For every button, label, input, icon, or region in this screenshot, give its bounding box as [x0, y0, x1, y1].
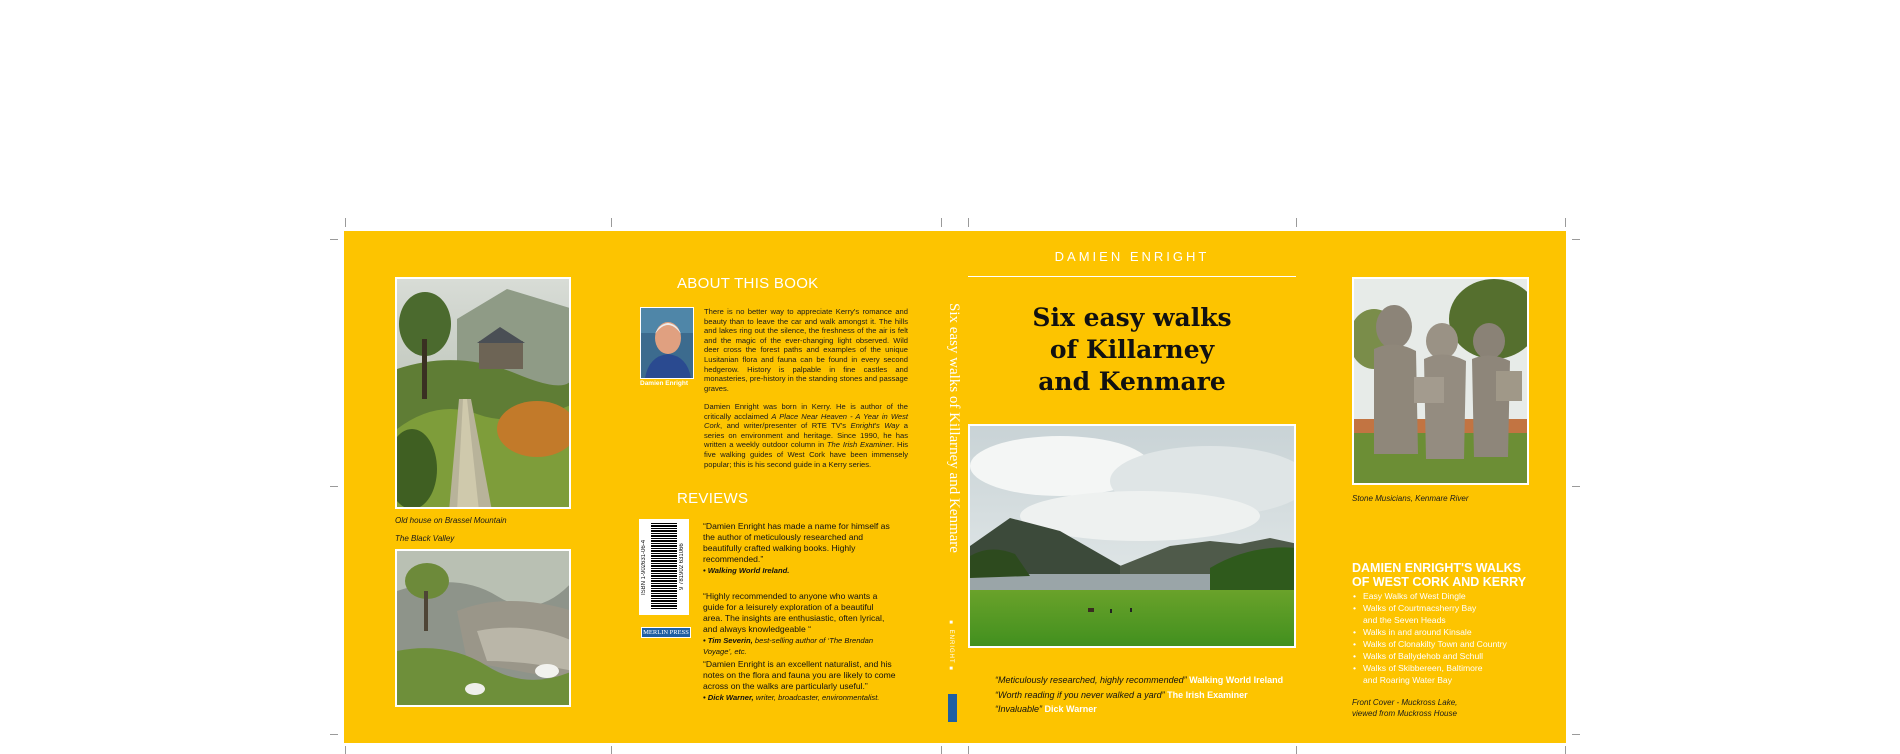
front-cover-caption — [1352, 697, 1457, 719]
review-source — [703, 635, 893, 657]
front-author: DAMIEN ENRIGHT — [1054, 249, 1210, 264]
about-p2-book1: A Place Near Heaven - A Year in West Cork — [704, 411, 908, 431]
list-item — [1353, 590, 1507, 602]
about-p2-paper: The Irish Examiner — [826, 440, 893, 450]
review-source — [703, 565, 893, 576]
spine-title: Six easy walks of Killarney and Kenmare — [946, 303, 962, 553]
review-source-note: best-selling author of ‘The Brendan Voyage’, etc. — [703, 636, 874, 656]
barcode — [651, 523, 677, 609]
front-quotes — [995, 673, 1295, 717]
walks-title — [1352, 561, 1526, 589]
crop-mark — [968, 218, 969, 227]
review-source-name: • Tim Severin, — [703, 636, 753, 645]
crop-mark — [330, 239, 338, 240]
crop-mark — [941, 218, 942, 227]
photo-muckross-lake — [968, 424, 1296, 648]
crop-mark — [345, 218, 346, 227]
isbn-text: ISBN 1-902631-06-4 — [641, 539, 647, 595]
front-quote-text: “Invaluable” — [995, 704, 1043, 714]
front-cover-caption-line1: Front Cover - Muckross Lake, — [1352, 698, 1458, 707]
walk-title: Walks of Courtmacsherry Bay — [1363, 603, 1477, 613]
front-quote-3 — [995, 702, 1295, 717]
walk-title: Walks in and around Kinsale — [1363, 627, 1472, 637]
front-quote-source: The Irish Examiner — [1167, 689, 1248, 700]
walks-title-line1: DAMIEN ENRIGHT'S WALKS — [1352, 561, 1521, 575]
review-source-note: writer, broadcaster, environmentalist. — [753, 693, 880, 702]
front-title-line3: and Kenmare — [1038, 367, 1226, 396]
list-item — [1353, 626, 1507, 638]
front-title-line1: Six easy walks — [1032, 303, 1232, 332]
front-quote-text: “Meticulously researched, highly recommended” — [995, 675, 1187, 685]
photo-old-house — [395, 277, 571, 509]
photo-stone-musicians — [1352, 277, 1529, 485]
crop-mark — [1565, 746, 1566, 754]
crop-mark — [1572, 734, 1580, 735]
crop-mark — [1296, 746, 1297, 754]
front-title — [968, 302, 1296, 398]
reviews-heading: REVIEWS — [677, 490, 749, 507]
crop-mark — [1565, 218, 1566, 227]
photo-black-valley — [395, 549, 571, 707]
about-p2-part2: , and writer/presenter of RTE TV's — [720, 421, 851, 431]
about-paragraph-2 — [704, 402, 908, 469]
walk-title: Walks of Skibbereen, Baltimore — [1363, 663, 1483, 673]
review-3 — [703, 659, 903, 703]
walks-title-line2: OF WEST CORK AND KERRY — [1352, 575, 1527, 589]
front-title-rule — [968, 276, 1296, 277]
front-quote-text: “Worth reading if you never walked a yard” — [995, 689, 1165, 700]
front-title-line2: of Killarney — [1049, 335, 1215, 364]
review-quote: “Damien Enright is an excellent naturalist, and his notes on the flora and fauna you are likely to come across on the walks are particularly useful.” — [703, 659, 896, 691]
list-item — [1353, 602, 1507, 626]
front-quote-1 — [995, 673, 1295, 688]
review-quote: “Highly recommended to anyone who wants a guide for a leisurely exploration of a beautiful area. The insights are enthusiastic, often lyrical, and always knowledgeable “ — [703, 591, 885, 634]
publisher-logo: MERLIN PRESS — [641, 627, 691, 638]
walk-title-cont: and the Seven Heads — [1363, 615, 1446, 625]
list-item — [1353, 638, 1507, 650]
crop-mark — [611, 218, 612, 227]
crop-mark — [968, 746, 969, 754]
author-photo — [640, 307, 694, 379]
barcode-digits: 9 781902 631066 — [679, 543, 685, 591]
list-item — [1353, 650, 1507, 662]
crop-mark — [345, 746, 346, 754]
photo-caption-stone-musicians: Stone Musicians, Kenmare River — [1352, 494, 1469, 503]
front-cover-caption-line2: viewed from Muckross House — [1352, 709, 1457, 718]
crop-mark — [941, 746, 942, 754]
about-p2-part1: Damien Enright was born in Kerry. He is author of the critically acclaimed — [704, 402, 908, 421]
list-item — [1353, 662, 1507, 686]
crop-mark — [330, 734, 338, 735]
front-quote-source: Walking World Ireland — [1189, 675, 1284, 685]
review-source — [703, 692, 903, 703]
review-source-name: • Dick Warner, — [703, 693, 754, 702]
crop-mark — [330, 486, 338, 487]
crop-mark — [1296, 218, 1297, 227]
walk-title: Walks of Ballydehob and Schull — [1363, 651, 1484, 661]
spine-publisher-mark — [948, 694, 957, 722]
walk-title: Easy Walks of West Dingle — [1363, 591, 1466, 601]
about-heading: ABOUT THIS BOOK — [677, 275, 819, 292]
about-p2-part3: a series on environment and heritage. Since 1990, he has written a weekly outdoor column in — [704, 421, 908, 450]
walks-list — [1353, 590, 1507, 686]
crop-mark — [1572, 486, 1580, 487]
author-photo-caption: Damien Enright — [640, 380, 689, 387]
about-p2-book2: Enright's Way — [850, 421, 900, 431]
front-quote-source: Dick Warner — [1044, 704, 1097, 714]
front-quote-2 — [995, 688, 1295, 703]
review-source-name: • Walking World Ireland. — [703, 566, 790, 575]
spine-author: ■ ENRIGHT ■ — [948, 620, 954, 674]
photo-caption-old-house: Old house on Brassel Mountain — [395, 516, 507, 525]
walk-title-cont: and Roaring Water Bay — [1363, 675, 1453, 685]
walk-title: Walks of Clonakilty Town and Country — [1363, 639, 1507, 649]
about-paragraph-1: There is no better way to appreciate Kerry's romance and beauty than to leave the car and walk amongst it. The hills and lakes ring out the silence, the freshness of the air is felt and the magic of the ever-changing light observed. Wild deer cross the forest paths and examples of the unique Lusitanian flora and fauna can be found in every second hedgerow. History is palpable in fine castles and monasteries, pre-history in the standing stones and passage graves. — [704, 307, 908, 393]
crop-mark — [611, 746, 612, 754]
review-quote: “Damien Enright has made a name for himself as the author of meticulously researched and beautifully crafted walking books. Highly recommended.” — [703, 521, 890, 564]
review-2 — [703, 591, 893, 657]
about-p2-part4: . His five walking guides of West Cork have been immensely popular; this is his second guide in a Kerry series. — [704, 440, 908, 469]
review-1 — [703, 521, 893, 576]
barcode-block — [639, 519, 689, 615]
crop-mark — [1572, 239, 1580, 240]
photo-caption-black-valley: The Black Valley — [395, 534, 455, 543]
